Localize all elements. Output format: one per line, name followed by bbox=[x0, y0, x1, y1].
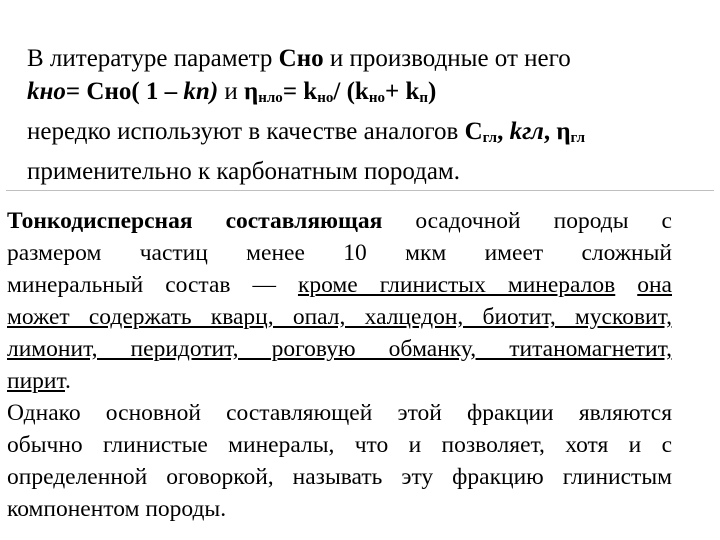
k-subscript: п bbox=[419, 90, 429, 106]
intro-text: и производные от него bbox=[323, 45, 571, 72]
underlined-text: она bbox=[637, 272, 672, 298]
param-kn: kп) bbox=[183, 78, 219, 105]
intro-line-2-formula bbox=[27, 75, 687, 115]
para2-line-4: может содержать кварц, опал, халцедон, биотит, мусковит, bbox=[7, 304, 672, 330]
para3-line-4: компонентом породы. bbox=[7, 496, 227, 522]
separator: , bbox=[497, 118, 510, 145]
para-text: осадочной породы с bbox=[382, 208, 672, 234]
intro-line-1 bbox=[27, 42, 687, 75]
k-subscript: но bbox=[368, 90, 385, 106]
para3-line-1: Однако основной составляющей этой фракции являются bbox=[7, 400, 672, 426]
para2-line-5: лимонит, перидотит, роговую обманку, титаномагнетит, bbox=[7, 336, 672, 362]
para3-line-2: обычно глинистые минералы, что и позволяет, хотя и с bbox=[7, 432, 672, 458]
para-text: минеральный состав — bbox=[7, 272, 298, 298]
para-text: . bbox=[64, 368, 71, 394]
underlined-text: кроме глинистых минералов bbox=[297, 272, 616, 298]
param-cno: Сно bbox=[278, 45, 324, 72]
para2-line-1 bbox=[7, 205, 672, 237]
param-c: С bbox=[464, 118, 483, 145]
formula-part: + k bbox=[384, 78, 420, 105]
separator: , bbox=[543, 118, 557, 145]
intro-line-4: применительно к карбонатным породам. bbox=[27, 158, 460, 185]
underlined-text: пирит bbox=[7, 368, 65, 394]
body-text bbox=[7, 205, 672, 525]
formula-part: / (k bbox=[333, 78, 369, 105]
para2-line-3 bbox=[7, 269, 672, 301]
eta-subscript: гл bbox=[570, 130, 585, 146]
formula-part: = k bbox=[282, 78, 318, 105]
formula-part: = Сно( 1 – bbox=[65, 78, 184, 105]
param-kno: kно bbox=[27, 78, 66, 105]
intro-paragraph bbox=[27, 42, 687, 188]
c-subscript: гл bbox=[482, 130, 498, 146]
eta-symbol: η bbox=[556, 118, 571, 145]
conjunction: и bbox=[218, 78, 245, 105]
param-kgl: kгл bbox=[509, 118, 544, 145]
formula-part: ) bbox=[428, 78, 437, 105]
intro-text: В литературе параметр bbox=[27, 45, 279, 72]
eta-subscript: нло bbox=[258, 90, 283, 106]
para3-line-3: определенной оговоркой, называть эту фракцию глинистым bbox=[7, 464, 672, 490]
para2-line-2: размером частиц менее 10 мкм имеет сложный bbox=[7, 240, 672, 266]
term-heading: Тонкодисперсная составляющая bbox=[7, 208, 383, 234]
intro-text: нередко используют в качестве аналогов bbox=[27, 118, 465, 145]
para2-line-6 bbox=[7, 365, 672, 397]
k-subscript: но bbox=[317, 90, 334, 106]
para-text bbox=[615, 272, 637, 298]
section-divider bbox=[6, 190, 714, 191]
eta-symbol: η bbox=[244, 78, 259, 105]
intro-line-3 bbox=[27, 115, 687, 155]
